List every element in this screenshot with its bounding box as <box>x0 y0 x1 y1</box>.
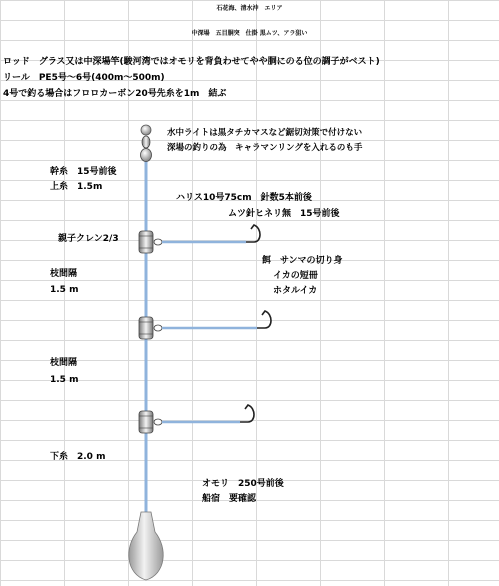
gap-1-label: 枝間隔 <box>50 269 78 279</box>
note-rod: ロッド グラス又は中深場竿(駿河湾ではオモリを背負わせてやや胴にのる位の調子がベスト) <box>3 57 380 67</box>
sinker-label: オモリ 250号前後 <box>202 479 284 489</box>
gap-2-value: 1.5 m <box>50 375 79 385</box>
branch-1 <box>139 225 260 253</box>
hook-3-icon <box>240 405 254 422</box>
gap-1-value: 1.5 m <box>50 285 79 295</box>
bait-label-1: 餌 サンマの切り身 <box>262 256 343 266</box>
note-line-4: 4号で釣る場合はフロロカーボン20号先糸を1m 結ぶ <box>3 89 227 99</box>
top-ring <box>141 125 151 135</box>
bait-label-3: ホタルイカ <box>273 286 318 296</box>
title-area: 石花海、清水沖 エリア <box>216 5 283 12</box>
branch-3 <box>139 405 254 433</box>
bait-label-2: イカの短冊 <box>273 271 318 281</box>
swivel-label: 親子クレン2/3 <box>58 234 119 244</box>
branch-2 <box>139 311 271 339</box>
hook-label: ムツ針ヒネリ無 15号前後 <box>228 209 340 219</box>
harris-label: ハリス10号75cm 針数5本前後 <box>176 193 312 203</box>
gap-2-label: 枝間隔 <box>50 358 78 368</box>
hook-1-icon <box>246 225 260 242</box>
sinker-icon <box>129 512 163 580</box>
lower-line-label: 下糸 2.0 m <box>50 452 106 462</box>
light-note-1: 水中ライトは黒タチカマスなど鋸切対策で付けない <box>167 128 363 138</box>
mainline-label: 幹糸 15号前後 <box>50 167 117 177</box>
light-note-2: 深場の釣りの為 キャラマンリングを入れるのも手 <box>167 143 363 153</box>
upper-line-label: 上糸 1.5m <box>50 182 103 192</box>
hook-2-icon <box>257 311 271 328</box>
note-reel: リール PE5号～6号(400m～500m) <box>3 73 165 83</box>
sinker-note: 船宿 要確認 <box>202 494 257 504</box>
top-swivel <box>141 136 152 162</box>
title-rig: 中深場 五目胴突 仕掛 黒ムツ、アラ狙い <box>191 30 308 37</box>
